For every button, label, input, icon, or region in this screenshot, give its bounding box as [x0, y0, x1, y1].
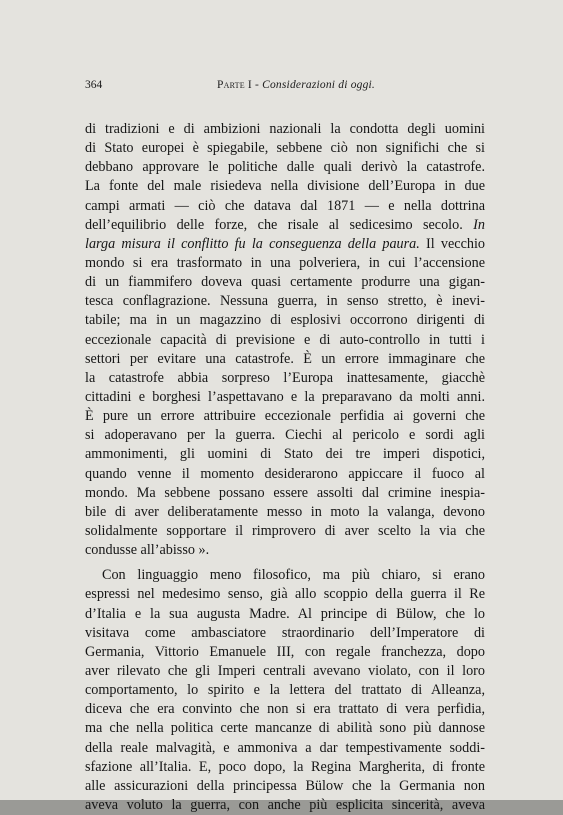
- text-segment: mondo si era trasformato in una polveriera, in cui l’accensione: [85, 254, 485, 271]
- title-separator: -: [251, 79, 263, 91]
- text-segment: sfazione all’Italia. E, poco dopo, la Regina Margherita, di fronte: [85, 758, 485, 775]
- text-segment: tabile; ma in un magazzino di esplosivi occorrono dirigenti di: [85, 312, 485, 329]
- italic-text: In: [473, 216, 485, 233]
- text-segment: espressi nel medesimo senso, già allo scoppio della guerra il Re: [85, 586, 485, 603]
- text-line: [85, 216, 485, 235]
- text-segment: si adoperavano per la guerra. Ciechi al pericolo e sordi agli: [85, 427, 485, 444]
- text-segment: ma che nella politica certe mancanze di abilità sono più dannose: [85, 720, 485, 737]
- text-line: [85, 120, 485, 139]
- text-segment: settori per evitare una catastrofe. È un errore immaginare che: [85, 350, 485, 367]
- paragraph-2: [85, 566, 485, 815]
- text-line: [85, 681, 485, 700]
- running-subtitle: Considerazioni di oggi.: [262, 79, 376, 91]
- text-line: [85, 292, 485, 311]
- text-line: [85, 503, 485, 522]
- text-line: [85, 273, 485, 292]
- text-line: [85, 643, 485, 662]
- text-line: [85, 541, 485, 560]
- text-line: [85, 177, 485, 196]
- text-segment: di Stato europei è spiegabile, sebbene ciò non significhi che si: [85, 140, 485, 157]
- text-segment: La fonte del male risiedeva nella divisione dell’Europa in due: [85, 178, 485, 195]
- text-segment: cittadini e borghesi l’aspettavano e la preparavano da molti anni.: [85, 388, 485, 405]
- text-segment: dell’equilibrio delle forze, che risale al sedicesimo secolo.: [85, 216, 474, 233]
- text-segment: quando venne il momento desiderarono appiccare il fuoco al: [85, 465, 485, 482]
- text-segment: di un fiammifero doveva quasi certamente produrre una gigan-: [85, 274, 485, 291]
- text-line: [85, 445, 485, 464]
- text-line: [85, 139, 485, 158]
- text-segment: condusse all’abisso ».: [85, 542, 210, 559]
- text-segment: aveva voluto la guerra, con anche più esplicita sincerità, aveva: [85, 796, 485, 813]
- text-segment: ammonimenti, gli uomini di Stato dei tre imperi dispotici,: [85, 446, 485, 463]
- text-line: [85, 605, 485, 624]
- text-line: [85, 158, 485, 177]
- text-segment: campi armati — ciò che datava dal 1871 — e nella dottrina: [85, 197, 485, 214]
- text-segment: eccezionale capacità di previsione e di auto-controllo in tutti i: [85, 331, 485, 348]
- text-line: [85, 700, 485, 719]
- text-line: [85, 331, 485, 350]
- text-segment: alle assicurazioni della principessa Bülow che la Germania non: [85, 777, 485, 794]
- text-line: [85, 585, 485, 604]
- text-line: [85, 350, 485, 369]
- text-line: [85, 522, 485, 541]
- running-header: [0, 79, 563, 97]
- text-line: [85, 662, 485, 681]
- text-segment: la catastrofe abbia sorpreso l’Europa inattesamente, giacchè: [85, 369, 485, 386]
- text-segment: comportamento, lo spirito e la lettera del trattato di Alleanza,: [85, 682, 485, 699]
- text-line: [85, 719, 485, 738]
- text-segment: aver rilevato che gli Imperi centrali avevano violato, con il loro: [85, 662, 485, 679]
- text-line: [85, 566, 485, 585]
- text-line: [85, 369, 485, 388]
- text-segment: mondo. Ma sebbene possano essere assolti dal crimine inespia-: [85, 484, 485, 501]
- running-title: [217, 79, 375, 91]
- text-segment: diceva che era convinto che non si era trattato di vera perfidia,: [85, 701, 485, 718]
- text-line: [85, 235, 485, 254]
- text-line: [85, 197, 485, 216]
- text-segment: solidalmente sopportare il rimprovero di aver scelto la via che: [85, 522, 485, 539]
- text-line: [85, 484, 485, 503]
- part-label: Parte I: [217, 79, 252, 91]
- text-segment: bile di aver deliberatamente messo in moto la valanga, devono: [85, 503, 485, 520]
- text-segment: visitava come ambasciatore straordinario dell’Imperatore di: [85, 624, 485, 641]
- text-line: [85, 311, 485, 330]
- page-number: 364: [85, 79, 103, 91]
- italic-text: larga misura il conflitto fu la conseguenza della paura.: [85, 235, 420, 252]
- text-line: [85, 796, 485, 815]
- text-line: [85, 254, 485, 273]
- text-line: [85, 426, 485, 445]
- body-text: [85, 120, 485, 815]
- text-segment: d’Italia e la sua augusta Madre. Al principe di Bülow, che lo: [85, 605, 485, 622]
- text-segment: tesca conflagrazione. Nessuna guerra, in senso stretto, è inevi-: [85, 293, 485, 310]
- text-line: [85, 407, 485, 426]
- text-segment: Il vecchio: [419, 235, 485, 252]
- text-segment: debbano approvare le politiche dalle quali derivò la catastrofe.: [85, 159, 485, 176]
- text-segment: Germania, Vittorio Emanuele III, con regale franchezza, dopo: [85, 643, 485, 660]
- text-segment: della reale malvagità, e ammoniva a dar tempestivamente soddi-: [85, 739, 485, 756]
- text-line: [85, 758, 485, 777]
- text-line: [85, 739, 485, 758]
- text-line: [85, 465, 485, 484]
- text-segment: Con linguaggio meno filosofico, ma più chiaro, si erano: [102, 567, 485, 584]
- text-segment: È pure un errore attribuire eccezionale perfidia ai governi che: [85, 408, 485, 425]
- text-segment: di tradizioni e di ambizioni nazionali la condotta degli uomini: [85, 121, 485, 137]
- text-line: [85, 777, 485, 796]
- text-line: [85, 624, 485, 643]
- text-line: [85, 388, 485, 407]
- paragraph-1: [85, 120, 485, 560]
